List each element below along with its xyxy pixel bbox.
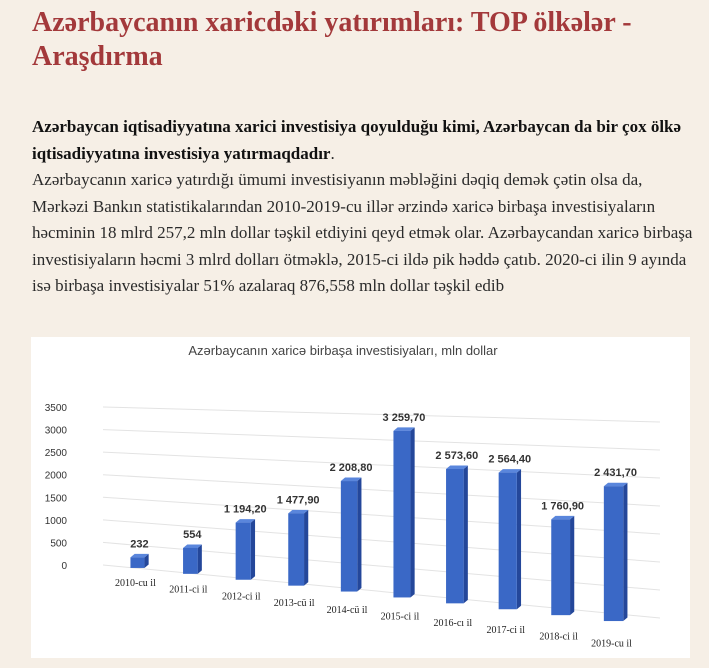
category-label: 2018-ci il <box>539 631 578 643</box>
value-label: 3 259,70 <box>382 411 426 424</box>
bar-side <box>198 544 202 573</box>
category-label: 2012-ci il <box>221 591 261 603</box>
bar <box>130 554 148 568</box>
bar-front <box>288 513 304 585</box>
category-label: 2010-cu il <box>115 577 156 589</box>
bar-side <box>251 519 255 580</box>
bar-front <box>604 486 623 621</box>
chart-title: Azərbaycanın xaricə birbaşa investisiyaları, mln dollar <box>188 343 498 358</box>
bar-side <box>357 478 361 592</box>
article-paragraph: Azərbaycanın xaricə yatırdığı ümumi investisiyanın məbləğini dəqiq demək çətin olsa da, Mərkəzi Bankın statistikalarından 2010-2019-cu illər ərzində xaricə birbaşa investisiyaların həcminin 18 mlrd 257,2 mln dollar təşkil etdiyini qeyd etmək olar. Azərbaycandan xaricə birbaşa investisiyaların həcmi 3 mlrd dolları ötməklə, 2015-ci ildə pik həddə çatıb. 2020-ci ilin 9 ayında isə birbaşa investisiyalar 51% azalaraq 876,558 mln dollar təşkil edib <box>32 170 693 295</box>
bar-side <box>623 483 627 621</box>
bar-front <box>499 473 517 610</box>
category-label: 2019-cu il <box>591 638 632 650</box>
bar <box>446 466 468 604</box>
category-label: 2011-ci il <box>169 584 208 596</box>
category-label: 2016-cı il <box>433 618 473 630</box>
value-label: 1 477,90 <box>276 494 320 507</box>
value-label: 1 194,20 <box>223 503 267 516</box>
bar-side <box>304 510 308 586</box>
bar-front <box>446 469 464 603</box>
category-label: 2015-ci il <box>380 611 420 623</box>
y-tick-label: 1500 <box>44 493 67 505</box>
y-tick-label: 1000 <box>44 515 67 527</box>
bar <box>604 483 628 621</box>
bar <box>393 427 414 597</box>
value-label: 1 760,90 <box>541 500 585 513</box>
y-tick-label: 3000 <box>44 425 67 437</box>
bar-side <box>517 469 521 609</box>
bar <box>551 516 574 615</box>
value-label: 232 <box>130 538 149 551</box>
bar-front <box>341 481 357 592</box>
page-title: Azərbaycanın xaricdəki yatırımları: TOP ölkələr - Araşdırma <box>32 7 632 72</box>
bar <box>499 469 521 609</box>
article-lead: Azərbaycan iqtisadiyyatına xarici investisiya qoyulduğu kimi, Azərbaycan da bir çox ölkə iqtisadiyyatına investisiya yatırmaqdadır <box>32 117 682 163</box>
value-label: 2 573,60 <box>435 450 479 463</box>
value-label: 2 431,70 <box>594 467 637 480</box>
category-label: 2017-ci il <box>486 624 526 636</box>
value-label: 554 <box>183 528 202 541</box>
value-label: 2 208,80 <box>329 462 373 475</box>
article-body <box>32 114 697 300</box>
bar-front <box>130 557 144 568</box>
y-tick-label: 500 <box>50 538 67 550</box>
article-lead-end: . <box>330 143 335 163</box>
bar <box>236 519 255 580</box>
bar <box>341 478 362 592</box>
y-tick-label: 0 <box>61 561 67 572</box>
category-label: 2014-cü il <box>326 604 368 616</box>
bar-front <box>183 548 198 574</box>
y-tick-label: 2500 <box>44 448 67 460</box>
gridline <box>103 407 660 422</box>
bar-side <box>570 516 574 615</box>
bar-side <box>410 427 414 597</box>
bar-side <box>464 466 468 604</box>
y-tick-label: 2000 <box>44 470 67 482</box>
gridline <box>103 430 660 450</box>
chart-svg <box>31 337 690 658</box>
bar-front <box>236 523 251 580</box>
category-label: 2013-cü il <box>273 598 315 610</box>
value-label: 2 564,40 <box>488 453 532 466</box>
y-tick-label: 3500 <box>44 403 67 414</box>
investment-chart <box>31 337 690 658</box>
bar-front <box>551 519 570 615</box>
gridline <box>103 452 660 478</box>
bar-front <box>393 431 410 598</box>
bar <box>288 510 308 586</box>
bar <box>183 544 202 573</box>
